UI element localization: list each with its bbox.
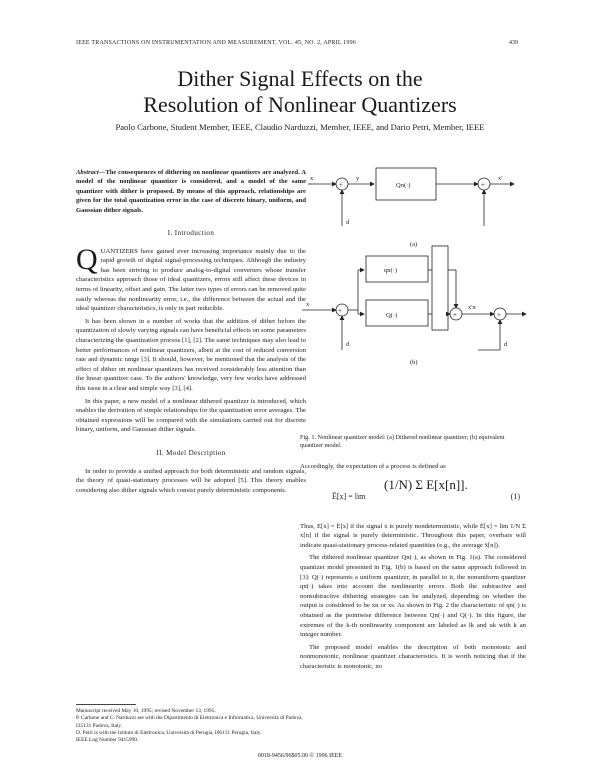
paper-title	[60, 66, 540, 118]
fig-label-output-b: x'n	[468, 304, 476, 311]
author-list: Paolo Carbone, Student Member, IEEE, Claudio Narduzzi, Member, IEEE, and Dario Petri, Member, IEEE	[115, 122, 485, 132]
fig-label-dither-b1: d	[346, 341, 350, 348]
sum-minus-a: +	[481, 181, 485, 189]
intro-paragraph-2: It has been shown in a number of works that the addition of dither before the quantization of slowly varying signals can have beneficial effects on some parameters characterizing the quantization process [1], [2]. The same techniques may also lead to better performances of nonlinear quantizers, albeit at the cost of reduced conversion rate and dynamic range [3]. It should, however, be mentioned that the analysis of the effect of dither on nonlinear quantizers has received considerably less attention than the linear quantizer case. To the authors' knowledge, very few works have addressed this issue in a clear and simple way [3], [4].	[76, 317, 306, 392]
fig-label-block-b2: Q(·)	[386, 312, 398, 319]
sum-plus-b: +	[338, 307, 342, 315]
footnote-received: Manuscript received May 10, 1995; revised November 13, 1995.	[76, 708, 216, 714]
footnote	[76, 704, 306, 744]
footnote-affiliation-2: D. Petri is with the Istituto di Elettronica, Università di Perugia, I06131 Perugia, Italy.	[76, 729, 262, 736]
figure-1-diagram	[300, 160, 530, 430]
equation-1-lhs: Ē[x] = lim	[332, 491, 366, 501]
section-heading-intro: I. Introduction	[167, 229, 215, 238]
abstract	[76, 168, 306, 215]
fig-label-block-b1: qn(·)	[384, 267, 397, 274]
title-line-1: Dither Signal Effects on the	[177, 66, 423, 91]
footnote-affiliation-1: P. Carbone and C. Narduzzi are with the Dipartimento di Elettronica e Informatica, Università di Padova, I35131 Padova, Italy.	[76, 715, 303, 729]
abstract-text: The consequences of dithering on nonlinear quantizers are analyzed. A model of the nonlinear quantizer is considered, and a model of the same quantizer with dither is proposed. By means of this approach, relationships are given for the total quantization error in the case of discrete binary, uniform, and Gaussian dither signals.	[76, 169, 306, 214]
fig-label-sum-out-a: y	[356, 175, 360, 182]
fig-label-output-a: x'	[498, 175, 503, 182]
equation-1-body: (1/N) Σ E[x[n]].	[384, 476, 468, 492]
intro-paragraph-1	[76, 242, 306, 314]
title-line-2: Resolution of Nonlinear Quantizers	[143, 92, 457, 117]
sum-plus-b2: +	[453, 311, 457, 319]
figure-1-caption: Fig. 1. Nonlinear quantizer model: (a) Dithered nonlinear quantizer; (b) equivalent quantizer model.	[300, 434, 505, 449]
abstract-label: Abstract—	[76, 169, 106, 176]
copyright-code: 0018-9456/96$05.00 © 1996 IEEE	[257, 753, 343, 759]
sum-minus-b: +	[497, 311, 501, 319]
page-number: 439	[509, 40, 518, 46]
right-paragraph-2: Thus, E[x] = Ē[x] if the signal x is purely nondeterministic, while Ē[x] = lim 1/N Σ x[n] if the signal is purely deterministic. Throughout this paper, overbars will indicate quasi-stationary process-related quantities (e.g., the average x̄[n]).	[300, 522, 526, 549]
sum-plus-a: +	[339, 181, 343, 189]
drop-cap: Q	[76, 242, 98, 276]
section-heading-model: II. Model Description	[156, 448, 226, 457]
equation-1-number: (1)	[510, 491, 520, 501]
footnote-log-number: IEEE Log Number 9415990.	[76, 737, 139, 744]
running-head: IEEE TRANSACTIONS ON INSTRUMENTATION AND MEASUREMENT, VOL. 45, NO. 2, APRIL 1996	[76, 40, 356, 46]
fig-label-input-b: x	[306, 301, 310, 308]
fig-label-block-a: Qn(·)	[396, 182, 411, 189]
intro-paragraph-1-text: UANTIZERS have gained ever increasing importance mainly due to the rapid growth of digital signal-processing techniques. Although the industry has been striving to produce analog-to-digital converters whose transfer characteristics approach those of ideal quantizers, errors still affect these devices in terms of linearity, offset and gain. The latter two types of errors can be removed quite easily whereas the nonlinearity error, i.e., the difference between the actual and the ideal quantizer characteristics, is only in part reducible.	[76, 247, 306, 313]
fig-sub-a: (a)	[410, 241, 418, 248]
fig-label-dither-b2: d	[504, 341, 508, 348]
model-paragraph-1: In order to provide a unified approach for both deterministic and random signals, the theory of quasi-stationary processes will be adopted [5]. This theory enables considering also dither signals which consist purely deterministic components.	[76, 467, 306, 494]
left-column	[76, 168, 306, 498]
right-column	[300, 462, 526, 675]
footnote-rule	[76, 704, 136, 705]
equation-1	[300, 476, 526, 516]
right-paragraph-3: The dithered nonlinear quantizer Qn(·), as shown in Fig. 1(a). The considered quantizer model presented in Fig. 1(b) is based on the same approach followed in [3]: Q(·) represents a uniform quantizer, in parallel to it, the nonuniform quantizer qn(·) takes into account the nonlinearity errors. Both the subtractive and nonsubtractive dithering strategies can be analyzed, depending on whether the output is considered to be xn or xs. As shown in Fig. 2 the characteristic of qn(·) is obtained as the pointwise difference between Qn(·) and Q(·). In this figure, the extremes of the k-th nonlinearity component are labeled as lk and uk with k an integer number.	[300, 554, 526, 639]
right-paragraph-4: The proposed model enables the description of both monotonic and nonmonotonic, nonlinear quantizer characteristics. It is worth noticing that if the characteristic is monotonic, no	[300, 643, 526, 670]
right-paragraph-1: Accordingly, the expectation of a process is defined as	[300, 463, 446, 470]
fig-label-dither-a: d	[346, 219, 350, 226]
intro-paragraph-3: In this paper, a new model of a nonlinear dithered quantizer is introduced, which enables the derivation of simple relationships for the quantization error averages. The obtained expressions will be compared with the simulations carried out for discrete binary, uniform, and Gaussian dither signals.	[76, 397, 306, 434]
fig-sub-b: (b)	[410, 359, 418, 366]
fig-label-input-a: x	[310, 175, 314, 182]
